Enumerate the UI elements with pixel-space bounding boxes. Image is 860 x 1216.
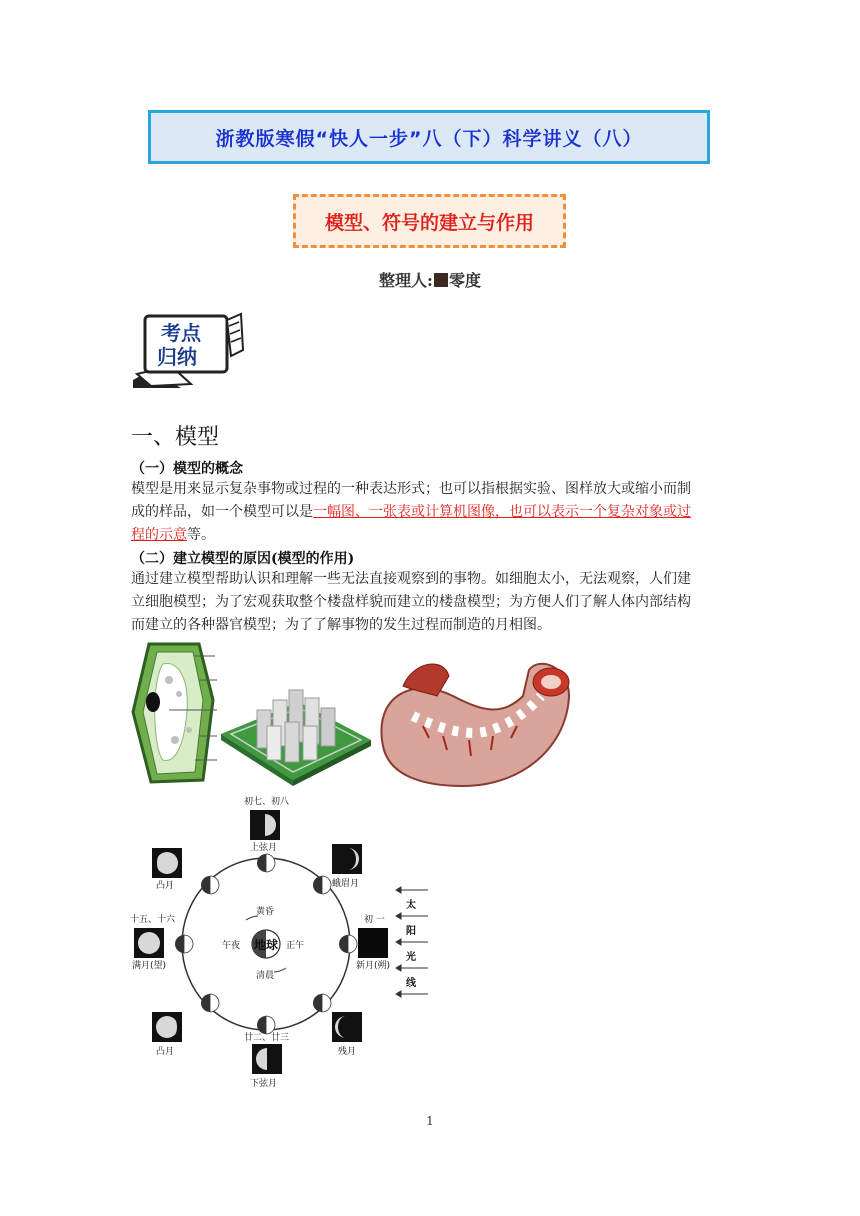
badge-line2: 归纳 — [157, 345, 197, 369]
new-moon-day-label: 初 一 — [364, 915, 385, 925]
document-title-box — [148, 110, 710, 164]
sunlight-char-3: 光 — [406, 952, 416, 963]
concept-paragraph — [131, 478, 731, 547]
concept-highlight-1: 一幅图、一张表或计算机图像，也可以表示一个复杂对象或过 — [313, 504, 691, 520]
topic-title: 模型、符号的建立与作用 — [324, 211, 534, 234]
noon-label: 正午 — [286, 941, 305, 951]
sunlight-char-4: 线 — [406, 978, 416, 989]
sunlight-char-2: 阳 — [406, 926, 416, 937]
organizer-name: 零度 — [448, 271, 481, 290]
sunlight-char-1: 太 — [406, 900, 416, 911]
key-points-badge — [131, 310, 245, 388]
earth-label: 地球 — [254, 938, 279, 952]
first-quarter-day-label: 初七、初八 — [244, 797, 290, 807]
building-model-image — [221, 682, 371, 786]
new-moon-label: 新月(朔) — [356, 961, 391, 971]
waning-gibbous-label: 凸月 — [156, 1047, 175, 1057]
concept-highlight-2: 程的示意 — [131, 527, 187, 543]
waning-crescent-label: 残月 — [338, 1047, 357, 1057]
full-moon-day-label: 十五、十六 — [130, 915, 176, 925]
midnight-label: 午夜 — [222, 941, 241, 951]
full-moon-label: 满月(望) — [132, 961, 167, 971]
subsection-heading-purpose: （二）建立模型的原因(模型的作用) — [131, 551, 355, 567]
waxing-crescent-label: 蛾眉月 — [332, 879, 360, 889]
plant-cell-model-image — [129, 640, 221, 788]
badge-line1: 考点 — [161, 321, 201, 345]
last-quarter-day-label: 廿二、廿三 — [244, 1033, 290, 1043]
page-number: 1 — [426, 1114, 434, 1128]
document-title: 浙教版寒假“快人一步”八（下）科学讲义（八） — [215, 127, 643, 150]
concept-line-3: 程的示意等。 — [131, 527, 215, 543]
purpose-line-2: 立细胞模型；为了宏观获取整个楼盘样貌而建立的楼盘模型；为方便人们了解人体内部结构 — [131, 594, 691, 610]
purpose-paragraph — [131, 568, 731, 637]
purpose-line-1: 通过建立模型帮助认识和理解一些无法直接观察到的事物。如细胞太小，无法观察，人们建 — [131, 571, 691, 587]
dawn-label: 清晨 — [256, 971, 275, 981]
first-quarter-label: 上弦月 — [250, 843, 278, 853]
section-heading-models: 一、模型 — [131, 425, 220, 450]
waxing-gibbous-label: 凸月 — [156, 881, 175, 891]
dusk-label: 黄昏 — [256, 907, 275, 917]
concept-line-2: 成的样品，如一个模型可以是一幅图、一张表或计算机图像，也可以表示一个复杂对象或过 — [131, 504, 691, 520]
subsection-heading-concept: （一）模型的概念 — [131, 461, 243, 477]
organizer-label: 整理人: — [379, 271, 433, 290]
topic-title-box — [293, 194, 566, 248]
stomach-model-image — [373, 656, 575, 788]
organizer-avatar-icon — [434, 273, 448, 287]
organizer-line — [0, 268, 860, 291]
last-quarter-label: 下弦月 — [250, 1079, 278, 1089]
moon-phase-diagram — [126, 792, 432, 1092]
concept-line-1: 模型是用来显示复杂事物或过程的一种表达形式；也可以指根据实验、图样放大或缩小而制 — [131, 481, 691, 497]
purpose-line-3: 而建立的各种器官模型；为了了解事物的发生过程而制造的月相图。 — [131, 617, 551, 633]
